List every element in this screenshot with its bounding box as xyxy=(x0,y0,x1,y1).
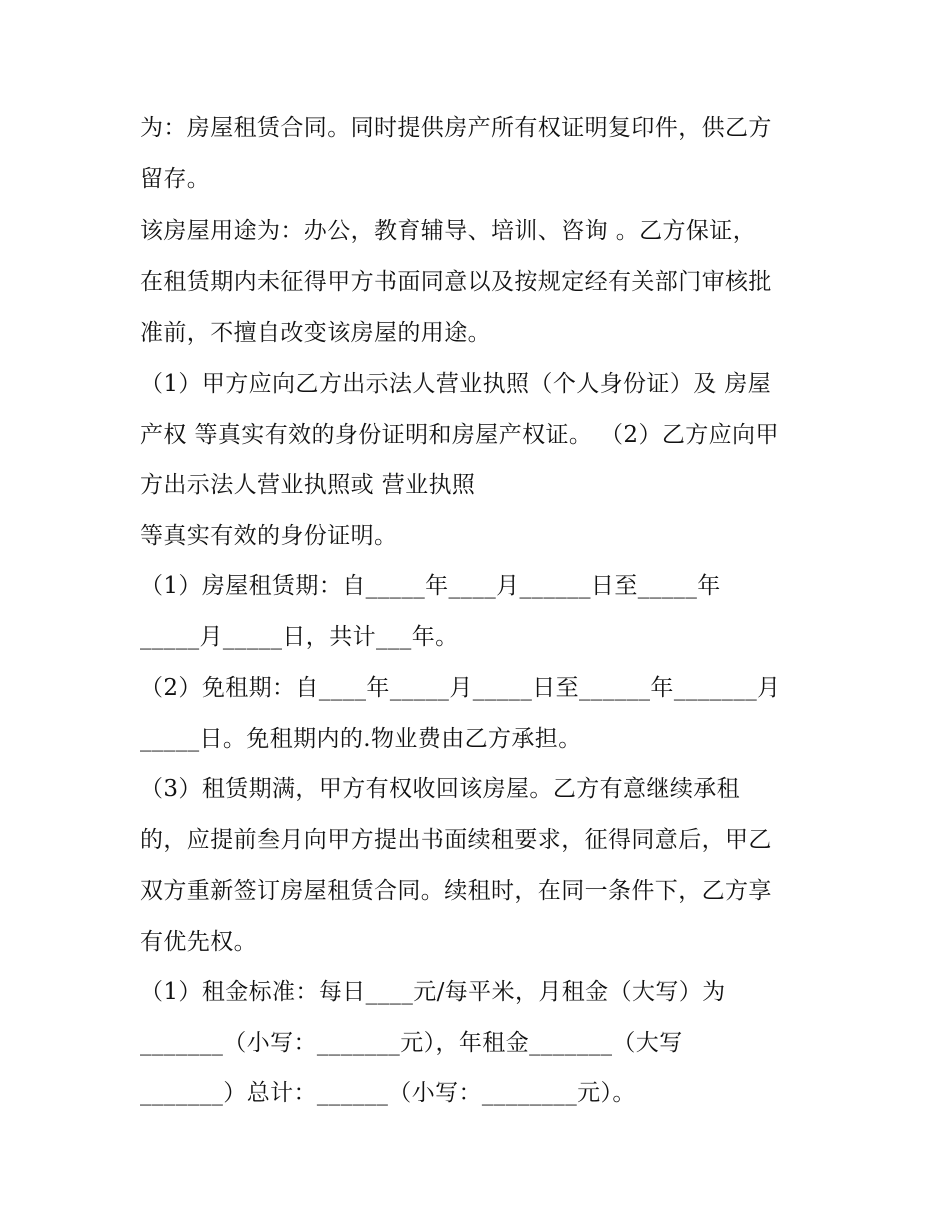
text-line: （1）房屋租赁期：自_____年____月______日至_____年 xyxy=(140,573,721,599)
text-line: （1）租金标准：每日____元/每平米，月租金（大写）为 xyxy=(140,979,726,1005)
text-line: 方出示法人营业执照或 营业执照 xyxy=(140,472,476,498)
text-line: _______）总计：______（小写：________元）。 xyxy=(140,1080,636,1106)
text-line: _____月_____日，共计___年。 xyxy=(140,624,459,650)
text-line: 在租赁期内未征得甲方书面同意以及按规定经有关部门审核批 xyxy=(140,269,772,295)
text-line: 产权 等真实有效的身份证明和房屋产权证。 （2）乙方应向甲 xyxy=(140,422,779,448)
text-line: 等真实有效的身份证明。 xyxy=(140,523,398,549)
text-line: 为：房屋租赁合同。同时提供房产所有权证明复印件，供乙方 xyxy=(140,115,772,141)
text-line: 有优先权。 xyxy=(140,929,257,955)
text-line: （1）甲方应向乙方出示法人营业执照（个人身份证）及 房屋 xyxy=(140,371,772,397)
text-line: 留存。 xyxy=(140,166,211,192)
text-line: 双方重新签订房屋租赁合同。续租时，在同一条件下，乙方享 xyxy=(140,878,772,904)
text-line: 该房屋用途为：办公，教育辅导、培训、咨询 。乙方保证， xyxy=(140,218,757,244)
text-line: _______（小写：_______元），年租金_______（大写 xyxy=(140,1030,683,1056)
text-line: _____日。免租期内的.物业费由乙方承担。 xyxy=(140,726,582,752)
text-line: 准前，不擅自改变该房屋的用途。 xyxy=(140,320,491,346)
text-line: 的，应提前叁月向甲方提出书面续租要求，征得同意后，甲乙 xyxy=(140,827,772,853)
text-line: （2）免租期：自____年_____月_____日至______年_______月 xyxy=(140,675,781,701)
text-line: （3）租赁期满，甲方有权收回该房屋。乙方有意继续承租 xyxy=(140,776,741,802)
